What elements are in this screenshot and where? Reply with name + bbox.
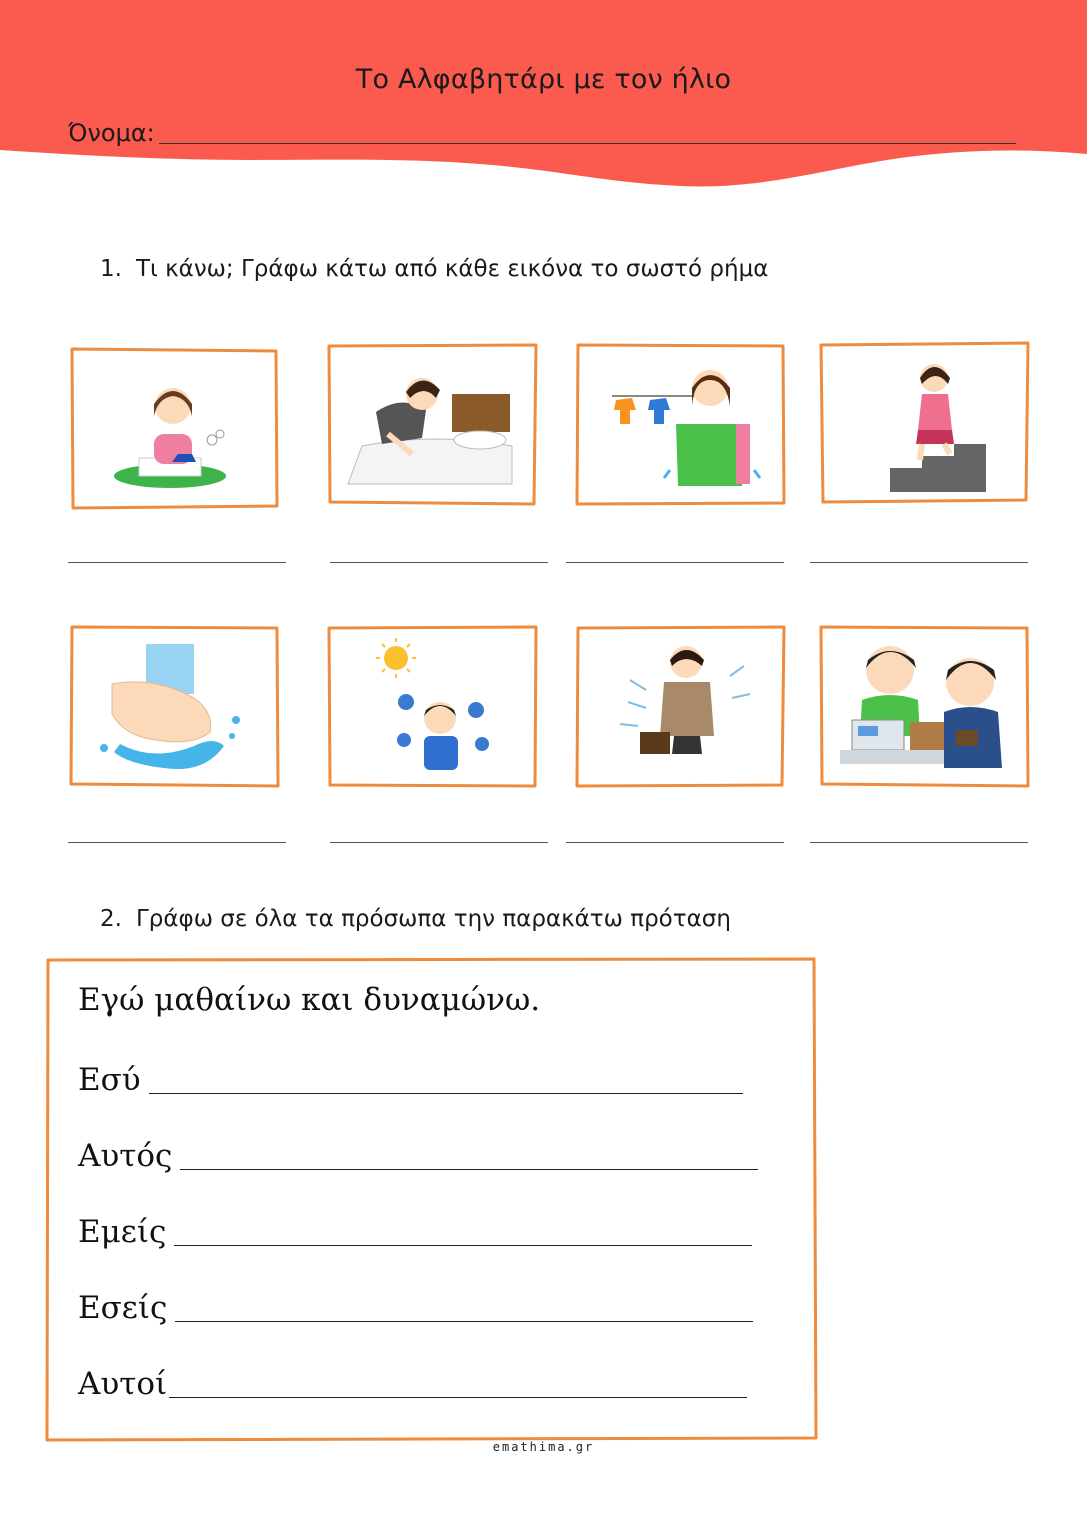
exercise-2-number: 2. (100, 906, 122, 932)
pronoun-row (78, 1208, 752, 1252)
pronoun-answer-line[interactable] (175, 1321, 753, 1322)
header-banner (0, 0, 1087, 200)
answer-line[interactable] (330, 562, 548, 563)
footer-site: emathima.gr (492, 1440, 595, 1454)
exercise-2-instruction: Γράφω σε όλα τα πρόσωπα την παρακάτω πρόταση (135, 906, 731, 932)
washing-hands-icon (84, 636, 264, 776)
hot-sun-icon (342, 636, 522, 776)
picture-climbing-stairs (820, 342, 1028, 502)
laundry-icon (590, 354, 770, 494)
answer-line[interactable] (566, 842, 784, 843)
model-sentence: Εγώ μαθαίνω και δυναμώνω. (78, 982, 541, 1018)
pronoun-label: Αυτοί (78, 1366, 168, 1402)
name-label: Όνομα: (68, 119, 155, 147)
name-input-line[interactable] (159, 143, 1016, 144)
pronoun-row (78, 1284, 753, 1328)
answer-line[interactable] (68, 562, 286, 563)
pronoun-row (78, 1056, 743, 1100)
answer-line[interactable] (566, 562, 784, 563)
picture-ironing (70, 348, 278, 508)
exercise-2-heading (100, 906, 731, 932)
picture-laundry (576, 344, 784, 504)
picture-paying (820, 626, 1028, 786)
paying-icon (834, 636, 1014, 776)
pronoun-answer-line[interactable] (149, 1093, 743, 1094)
ironing-icon (84, 358, 264, 498)
pronoun-label: Αυτός (78, 1138, 173, 1174)
answer-line[interactable] (810, 562, 1028, 563)
page-title: Το Αλφαβητάρι με τον ήλιο (355, 64, 732, 95)
picture-hot-sun (328, 626, 536, 786)
pronoun-label: Εσύ (78, 1062, 141, 1098)
exercise-1-heading (100, 256, 768, 282)
answer-line[interactable] (68, 842, 286, 843)
cold-shivering-icon (590, 636, 770, 776)
answer-line[interactable] (810, 842, 1028, 843)
pronoun-label: Εσείς (78, 1290, 168, 1326)
pronoun-row (78, 1132, 758, 1176)
exercise-1-number: 1. (100, 256, 122, 282)
pronoun-answer-line[interactable] (180, 1169, 758, 1170)
picture-making-bed (328, 344, 536, 504)
answer-line[interactable] (330, 842, 548, 843)
picture-cold-shivering (576, 626, 784, 786)
making-bed-icon (342, 354, 522, 494)
picture-washing-hands (70, 626, 278, 786)
pronoun-label: Εμείς (78, 1214, 167, 1250)
name-field-row (68, 114, 1016, 148)
pronoun-answer-line[interactable] (174, 1245, 752, 1246)
pronoun-answer-line[interactable] (169, 1397, 747, 1398)
exercise-1-instruction: Τι κάνω; Γράφω κάτω από κάθε εικόνα το σωστό ρήμα (135, 256, 769, 282)
climbing-stairs-icon (834, 352, 1014, 492)
pronoun-row (78, 1360, 747, 1404)
